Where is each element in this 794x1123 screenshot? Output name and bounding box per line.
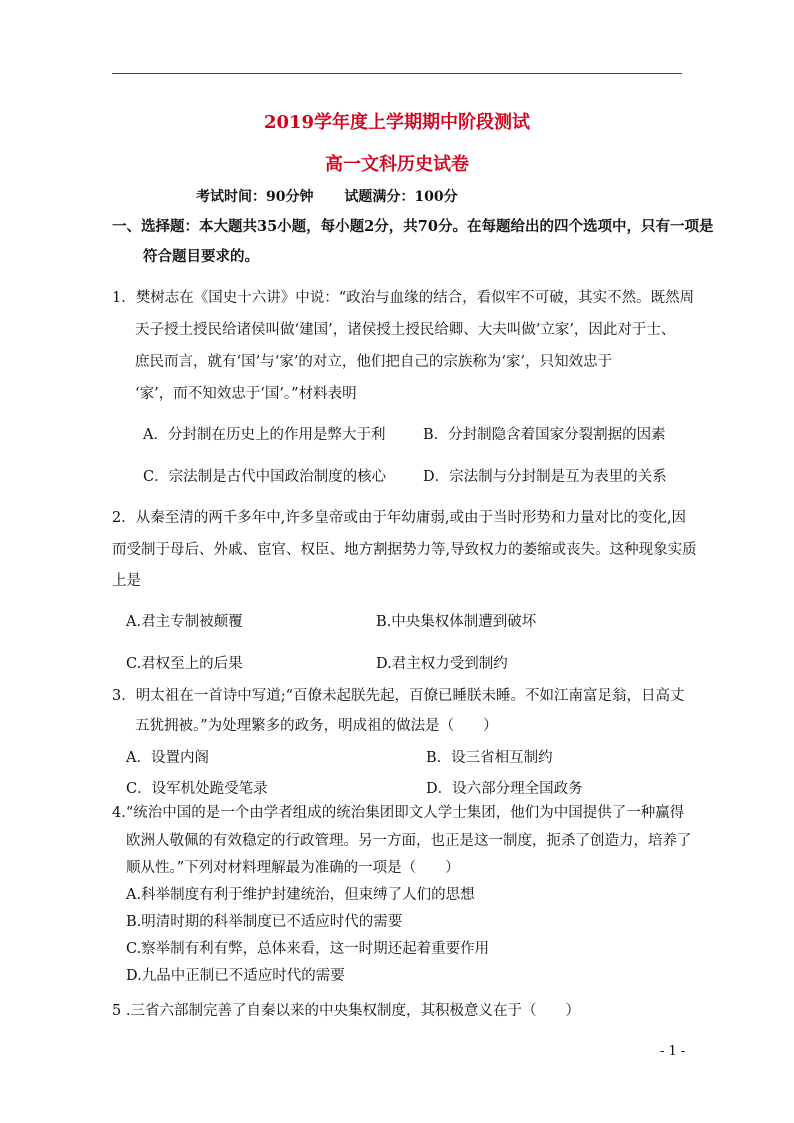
question-3-line-2: 五犹拥被。”为处理繁多的政务，明成祖的做法是（ ） (135, 718, 498, 734)
exam-info (196, 186, 484, 206)
exam-subtitle: 高一文科历史试卷 (325, 154, 469, 175)
section-heading: 一、选择题：本大题共35小题，每小题2分，共70分。在每题给出的四个选项中，只有一项是 (112, 218, 714, 235)
question-1-option-d: D．宗法制与分封制是互为表里的关系 (423, 469, 667, 485)
question-3-option-b: B．设三省相互制约 (426, 750, 553, 766)
question-1-line-2: 天子授土授民给诸侯叫做‘建国’，诸侯授土授民给卿、大夫叫做‘立家’，因此对于士、 (135, 322, 676, 338)
question-2-option-a: A.君主专制被颠覆 (126, 614, 243, 630)
question-4-option-c: C.察举制有利有弊，总体来看，这一时期还起着重要作用 (126, 941, 490, 957)
question-2-option-d: D.君主权力受到制约 (376, 656, 508, 672)
question-4-option-b: B.明清时期的科举制度已不适应时代的需要 (126, 914, 403, 930)
question-3-option-a: A．设置内阁 (126, 750, 209, 766)
question-4-line-3: 顺从性。”下列对材料理解最为准确的一项是（ ） (126, 860, 460, 876)
question-1-option-b: B．分封制隐含着国家分裂割据的因素 (423, 427, 666, 443)
question-2-option-c: C.君权至上的后果 (126, 656, 243, 672)
question-1-line-1: 1．樊树志在《国史十六讲》中说：“政治与血缘的结合，看似牢不可破，其实不然。既然周 (112, 290, 695, 306)
question-2-option-b: B.中央集权体制遭到破坏 (376, 614, 537, 630)
question-1-line-4: ‘家’，而不知效忠于‘国’。”材料表明 (135, 386, 357, 402)
question-4-line-1: 4.“统治中国的是一个由学者组成的统治集团即文人学士集团，他们为中国提供了一种赢得 (112, 805, 685, 821)
question-3-line-1: 3．明太祖在一首诗中写道;“百僚未起朕先起，百僚已睡朕未睡。不如江南富足翁，日高丈 (112, 688, 685, 704)
question-1-option-a: A．分封制在历史上的作用是弊大于利 (143, 427, 386, 443)
question-1-line-3: 庶民而言，就有‘国’与‘家’的对立，他们把自己的宗族称为‘家’，只知效忠于 (135, 354, 613, 370)
question-2-line-2: 而受制于母后、外戚、宦官、权臣、地方割据势力等,导致权力的萎缩或丧失。这种现象实质 (112, 542, 697, 558)
question-1-option-c: C．宗法制是古代中国政治制度的核心 (143, 469, 387, 485)
top-rule (112, 73, 682, 74)
question-3-option-c: C．设军机处跪受笔录 (126, 781, 268, 797)
section-heading-cont: 符合题目要求的。 (143, 248, 259, 265)
question-5-line-1: 5 .三省六部制完善了自秦以来的中央集权制度，其积极意义在于（ ） (112, 1003, 580, 1019)
question-2-line-3: 上是 (112, 573, 141, 589)
question-2-line-1: 2．从秦至清的两千多年中,许多皇帝或由于年幼庸弱,或由于当时形势和力量对比的变化,因 (112, 510, 687, 526)
question-4-option-d: D.九品中正制已不适应时代的需要 (126, 968, 345, 984)
exam-score: 试题满分：100分 (344, 189, 458, 205)
question-3-option-d: D．设六部分理全国政务 (426, 781, 583, 797)
exam-title: 2019学年度上学期期中阶段测试 (263, 112, 531, 133)
exam-time: 考试时间：90分钟 (196, 189, 314, 205)
question-4-option-a: A.科举制度有利于维护封建统治，但束缚了人们的思想 (126, 887, 475, 903)
question-4-line-2: 欧洲人敬佩的有效稳定的行政管理。另一方面，也正是这一制度，扼杀了创造力，培养了 (126, 833, 692, 849)
page-number: - 1 - (660, 1044, 686, 1059)
